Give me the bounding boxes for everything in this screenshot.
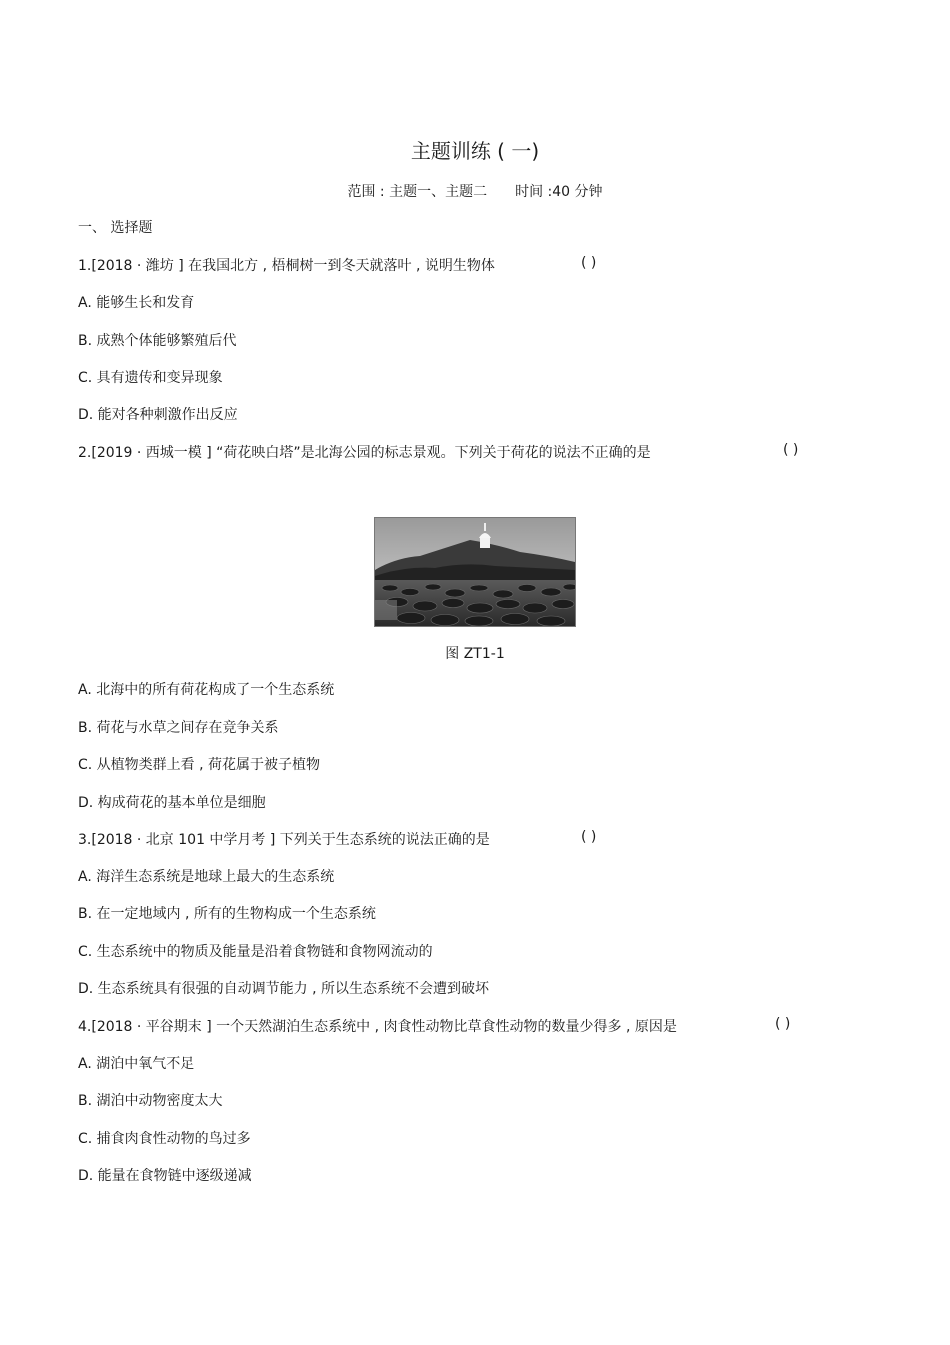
question-4-stem: 4.[2018 · 平谷期末 ] 一个天然湖泊生态系统中 , 肉食性动物比草食性动物的数量少得多 , 原因是 [78,1019,677,1035]
question-2-stem: 2.[2019 · 西城一模 ] “荷花映白塔”是北海公园的标志景观。下列关于荷花的说法不正确的是 [78,445,651,461]
question-4-option-d: D. 能量在食物链中逐级递减 [78,1168,252,1184]
question-1-option-b: B. 成熟个体能够繁殖后代 [78,333,237,349]
question-1-stem: 1.[2018 · 潍坊 ] 在我国北方 , 梧桐树一到冬天就落叶 , 说明生物体 [78,258,495,274]
figure-caption: 图 ZT1-1 [445,646,505,662]
question-1-option-a: A. 能够生长和发育 [78,295,195,311]
question-2-option-b: B. 荷花与水草之间存在竞争关系 [78,720,279,736]
question-3-stem: 3.[2018 · 北京 101 中学月考 ] 下列关于生态系统的说法正确的是 [78,832,490,848]
question-1-answer-blank: ( ) [581,255,597,271]
question-4-option-a: A. 湖泊中氧气不足 [78,1056,195,1072]
question-2-option-d: D. 构成荷花的基本单位是细胞 [78,795,266,811]
section-heading: 一、 选择题 [78,220,153,236]
question-2-option-a: A. 北海中的所有荷花构成了一个生态系统 [78,682,335,698]
question-3-option-a: A. 海洋生态系统是地球上最大的生态系统 [78,869,335,885]
lotus-white-pagoda-photo [374,517,576,627]
question-4-option-b: B. 湖泊中动物密度太大 [78,1093,223,1109]
question-2-answer-blank: ( ) [783,442,799,458]
page-subtitle: 范围 : 主题一、主题二 时间 :40 分钟 [347,184,603,200]
question-3-option-b: B. 在一定地域内 , 所有的生物构成一个生态系统 [78,906,376,922]
question-1-option-d: D. 能对各种刺激作出反应 [78,407,238,423]
question-4-option-c: C. 捕食肉食性动物的鸟过多 [78,1131,251,1147]
question-4-answer-blank: ( ) [775,1016,791,1032]
question-3-option-c: C. 生态系统中的物质及能量是沿着食物链和食物网流动的 [78,944,433,960]
question-2-option-c: C. 从植物类群上看 , 荷花属于被子植物 [78,757,321,773]
question-3-option-d: D. 生态系统具有很强的自动调节能力 , 所以生态系统不会遭到破坏 [78,981,490,997]
question-3-answer-blank: ( ) [581,829,597,845]
question-1-option-c: C. 具有遗传和变异现象 [78,370,223,386]
page-title: 主题训练 ( 一) [410,139,540,163]
